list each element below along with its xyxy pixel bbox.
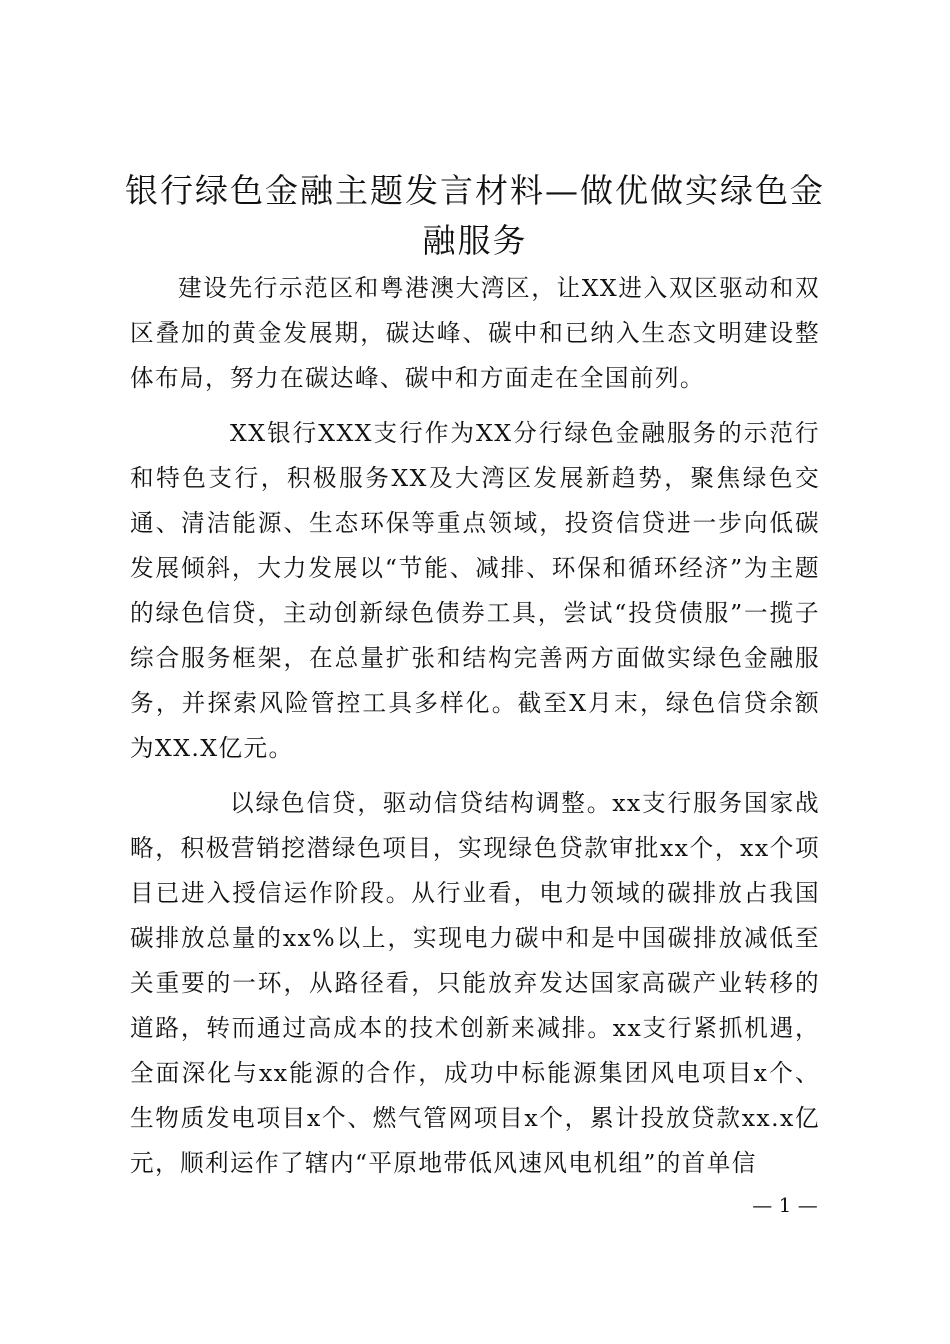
document-body bbox=[130, 266, 820, 1196]
paragraph-green-credit: 以绿色信贷，驱动信贷结构调整。xx支行服务国家战略，积极营销挖潜绿色项目，实现绿色贷款审批xx个，xx个项目已进入授信运作阶段。从行业看，电力领域的碳排放占我国碳排放总量的xx%以上，实现电力碳中和是中国碳排放减低至关重要的一环，从路径看，只能放弃发达国家高碳产业转移的道路，转而通过高成本的技术创新来减排。xx支行紧抓机遇，全面深化与xx能源的合作，成功中标能源集团风电项目x个、生物质发电项目x个、燃气管网项目x个，累计投放贷款xx.x亿元，顺利运作了辖内“平原地带低风速风电机组”的首单信 bbox=[130, 789, 820, 1177]
page-number: — 1 — bbox=[752, 1193, 818, 1217]
paragraph-intro: 建设先行示范区和粤港澳大湾区，让XX进入双区驱动和双区叠加的黄金发展期，碳达峰、碳中和已纳入生态文明建设整体布局，努力在碳达峰、碳中和方面走在全国前列。 bbox=[130, 274, 820, 392]
document-title: 银行绿色金融主题发言材料—做优做实绿色金融服务 bbox=[125, 171, 825, 260]
paragraph-branch-overview: XX银行XXX支行作为XX分行绿色金融服务的示范行和特色支行，积极服务XX及大湾区发展新趋势，聚焦绿色交通、清洁能源、生态环保等重点领域，投资信贷进一步向低碳发展倾斜，大力发展以“节能、减排、环保和循环经济”为主题的绿色信贷，主动创新绿色债券工具，尝试“投贷债服”一揽子综合服务框架，在总量扩张和结构完善两方面做实绿色金融服务，并探索风险管控工具多样化。截至X月末，绿色信贷余额为XX.X亿元。 bbox=[130, 419, 820, 762]
